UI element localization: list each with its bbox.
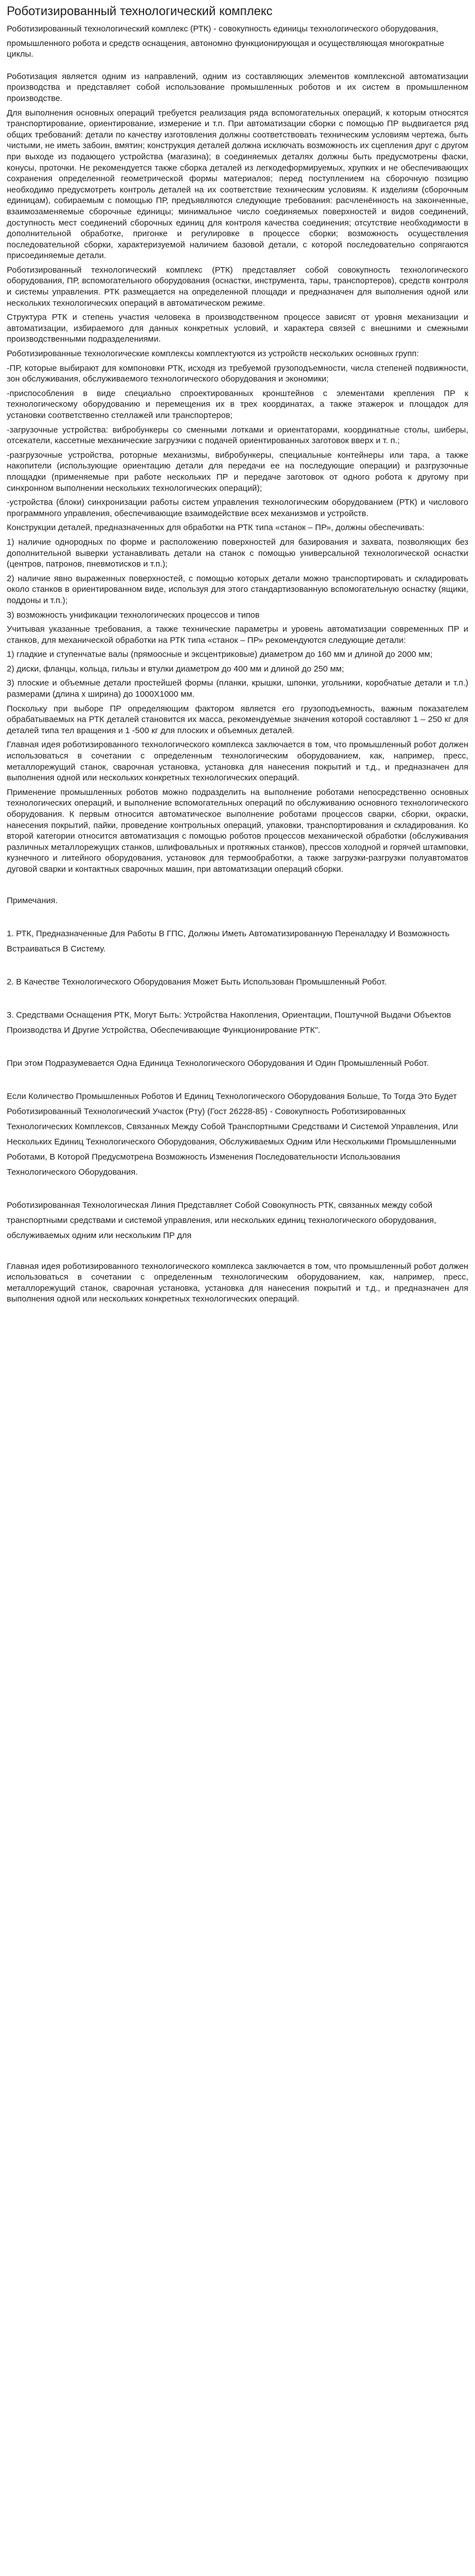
note-3: 3. Средствами Оснащения РТК, Могут Быть: Устройства Накопления, Ориентации, Поштучной Выдачи Объектов Производства И Другие Устройства, Обеспечивающие Функционирование РТК". xyxy=(7,1010,451,1035)
list-item-flat-parts: 3) плоские и объемные детали простейшей формы (планки, крышки, шпонки, угольники, коробчатые детали и т.п.) размерами (длина х ширина) до 1000Х1000 мм. xyxy=(7,678,468,700)
list-item-fixtures: -приспособления в виде специально спроектированных кронштейнов с элементами крепления ПР к технологическому оборудованию и перемещения их в трех координатах, а также этажерок и площадок для установки соответственно стеллажей или транспортеров; xyxy=(7,388,468,420)
paragraph-one-unit: При этом Подразумевается Одна Единица Технологического Оборудования И Один Промышленный Робот. xyxy=(7,1058,429,1068)
paragraph-groups-intro: Роботизированные технологические комплексы комплектуются из устройств нескольких основных групп: xyxy=(7,349,419,359)
list-item-sync-devices: -устройства (блоки) синхронизации работы систем управления технологическим оборудованием (РТК) и числового программного управления, обеспечивающие взаимодействие всех механизмов и устройств. xyxy=(7,498,468,518)
list-item-requirement-3: 3) возможность унификации технологических процессов и типов xyxy=(7,610,260,620)
paragraph-rtk-composition: Роботизированный технологический комплекс (РТК) представляет собой совокупность технологического оборудования, ПР, вспомогательного оборудования (оснастки, инструмента, тары, транспортеров), средств контроля и системы управления. РТК размещается на определенной площади и предназначен для выполнения одной или нескольких технологических операций в автоматическом режиме. xyxy=(7,265,468,308)
paragraph-definition: Роботизированный технологический комплекс (РТК) - совокупность единицы технологического оборудования, xyxy=(7,24,439,34)
paragraph-structure: Структура РТК и степень участия человека в производственном процессе зависят от уровня механизации и автоматизации, избираемого для данных конкретных условий, и характера связей с внешними и смежными производственными подразделениями. xyxy=(7,312,468,344)
paragraph-payload: Поскольку при выборе ПР определяющим фактором является его грузоподъемность, важным показателем обрабатываемых на РТК деталей становится их масса, рекомендуемые значения которой составляют 1 – 250 кг для деталей типа тел вращения и 1 -500 кг для плоских и объемных деталей. xyxy=(7,703,468,735)
paragraph-part-designs: Конструкции деталей, предназначенных для обработки на РТК типа «станок – ПР», должны обеспечивать: xyxy=(7,523,425,533)
page-title: Роботизированный технологический комплекс xyxy=(7,4,273,18)
paragraph-robot-applications: Применение промышленных роботов можно подразделить на выполнение роботами непосредственно основных технологических операций, и выполнение вспомогательных операций по обслуживанию основного технологического оборудования. К первым относится автоматическое выполнение роботами процессов сварки, сборки, окраски, нанесения покрытий, пайки, проведение контрольных операций, упаковки, транспортирования и складирования. Ко второй категории относится автоматизация с помощью роботов процессов механической обработки (обслуживания различных металлорежущих станков, шлифовальных и протяжных станков), прессов холодной и горячей штамповки, кузнечного и литейного оборудования, установок для термообработки, а также загрузки-разгрузки полуавтоматов дуговой сварки и контактных сварочных машин, при автоматизации операций сборки. xyxy=(7,787,468,874)
paragraph-definition-cont: промышленного робота и средств оснащения, автономно функционирующая и осуществляющая многократные циклы. xyxy=(7,38,445,59)
paragraph-robotic-line: Роботизированная Технологическая Линия Представляет Собой Совокупность РТК, связанных между собой транспортными средствами и системой управления, или нескольких единиц технологического оборудования, обслуживаемых одним или нескольким ПР для xyxy=(7,1200,436,1240)
paragraph-requirements: Для выполнения основных операций требуется реализация ряда вспомогательных операций, к которым относятся транспортирование, ориентирование, измерение и т.п. При автоматизации сборки с помощью ПР выдвигается ряд общих требований: детали по качеству изготовления должны соответствовать техническим условиям чертежа, быть чистыми, не иметь забоин, вмятин; конструкция деталей должна исключать возможность их сцепления друг с другом при выходе из подающего устройства (магазина); в соединяемых деталях должны быть предусмотрены фаски, конусы, проточки. Не рекомендуется также сборка деталей из легкодеформируемых, хрупких и не обеспечивающих сохранения определенной геометрической формы материалов; перед поступлением на сборочную позицию необходимо предусмотреть контроль деталей на их соответствие техническим условиям. К изделиям (сборочным единицам), собираемым с помощью ПР, предъявляются следующие требования: расчленённость на законченные, взаимозаменяемые сборочные единицы; минимальное число соединяемых поверхностей и видов соединений, доступность мест соединений сборочных единиц для контроля качества соединения; отсутствие необходимости в дополнительной обработке, пригонке и регулировке в процессе сборки; возможность осуществления последовательной сборки, характеризуемой наличием базовой детали, с которой последовательно сопрягаются присоединяемые детали. xyxy=(7,108,468,261)
paragraph-robotic-section: Если Количество Промышленных Роботов И Единиц Технологического Оборудования Больше, То Тогда Это Будет Роботизированный Технологический Участок (Рту) (Гост 26228-85) - Совокупность Роботизированных Технологических Комплексов, Связанных Между Собой Транспортными Средствами И Системой Управления, Или Нескольких Единиц Технологического Оборудования, Обслуживаемых Одним Или Несколькими Промышленными Роботами, В Которой Предусмотрена Возможность Изменения Последовательности Использования Технологического Оборудования. xyxy=(7,1091,458,1177)
list-item-shafts: 1) гладкие и ступенчатые валы (прямоосные и эксцентриковые) диаметром до 160 мм и длиной до 2000 мм; xyxy=(7,650,433,660)
paragraph-main-idea: Главная идея роботизированного технологического комплекса заключается в том, что промышленный робот должен использоваться в сочетании с определенным технологическим оборудованием, как, например, пресс, металлорежущий станок, сварочная установка, установка для нанесения покрытий и т.д., и предназначен для выполнения одной или нескольких конкретных технологических операций. xyxy=(7,740,468,783)
list-item-loading-devices: -загрузочные устройства: вибробункеры со сменными лотками и ориентаторами, координатные столы, шиберы, отсекатели, кассетные механические загрузчики с подачей ориентированных заготовок вверх и т. п.; xyxy=(7,425,468,446)
list-item-robots: -ПР, которые выбирают для компоновки РТК, исходя из требуемой грузоподъемности, числа степеней подвижности, зон обслуживания, обслуживаемого технологического оборудования и экономики; xyxy=(7,363,468,384)
list-item-discs: 2) диски, фланцы, кольца, гильзы и втулки диаметром до 400 мм и длиной до 250 мм; xyxy=(7,664,344,674)
notes-heading: Примечания. xyxy=(7,895,58,905)
list-item-unloading-devices: -разгрузочные устройства, роторные механизмы, вибробункеры, специальные контейнеры или тара, а также накопители (использующие ориентацию детали для передачи ее на последующие операции) и разгрузочные площадки (применяемые при работе нескольких ПР и передаче заготовок от одного робота к другому при синхронном выполнении нескольких технологических операций); xyxy=(7,450,468,493)
note-1: 1. РТК, Предназначенные Для Работы В ГПС, Должны Иметь Автоматизированную Переналадку И Возможность Встраиваться В Систему. xyxy=(7,928,450,954)
paragraph-recommended-parts: Учитывая указанные требования, а также технические параметры и уровень автоматизации современных ПР и станков, для механической обработки на РТК типа «станок – ПР» рекомендуются следующие детали: xyxy=(7,624,468,645)
paragraph-main-idea-repeat: Главная идея роботизированного технологического комплекса заключается в том, что промышленный робот должен использоваться в сочетании с определенным технологическим оборудованием, как, например, пресс, металлорежущий станок, сварочная установка, установка для нанесения покрытий и т.д., и предназначен для выполнения одной или нескольких конкретных технологических операций. xyxy=(7,1261,468,1304)
note-2: 2. В Качестве Технологического Оборудования Может Быть Использован Промышленный Робот. xyxy=(7,977,387,987)
list-item-requirement-1: 1) наличие однородных по форме и расположению поверхностей для базирования и захвата, позволяющих без дополнительной выверки устанавливать детали на станок с помощью универсальной технологической оснастки (центров, патронов, пневмотисков и т.п.); xyxy=(7,537,468,569)
paragraph-robotization: Роботизация является одним из направлений, одним из составляющих элементов комплексной автоматизации производства и представляет собой использование промышленных роботов и их систем в промышленном производстве. xyxy=(7,71,468,103)
list-item-requirement-2: 2) наличие явно выраженных поверхностей, с помощью которых детали можно транспортировать и складировать около станков в ориентированном виде, используя для этого стандартизованную вспомогательную оснастку (ящики, поддоны и т.п.); xyxy=(7,573,468,605)
